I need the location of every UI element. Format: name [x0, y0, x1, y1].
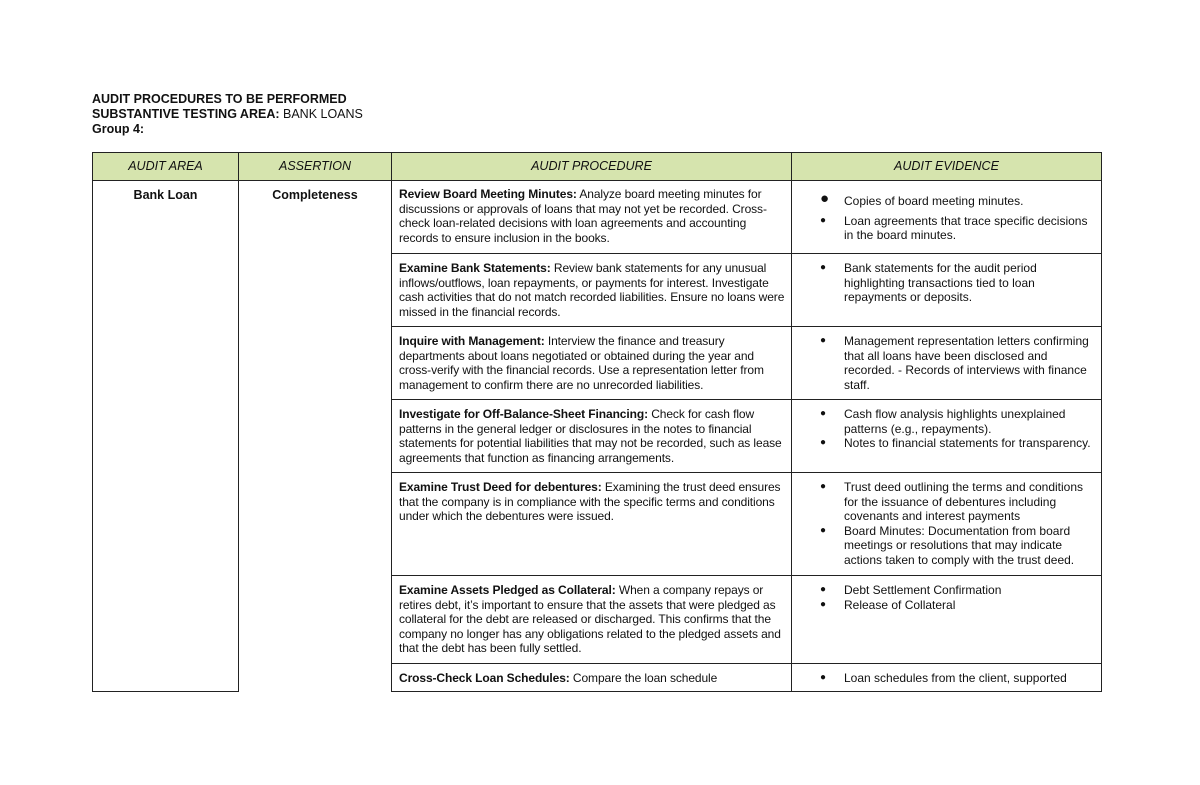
evidence-item: ● Release of Collateral	[820, 597, 956, 612]
procedure-cell	[399, 480, 787, 524]
row-divider	[391, 575, 1102, 576]
evidence-list	[820, 583, 1096, 612]
bullet-icon: ●	[820, 408, 827, 419]
procedure-title: Examine Bank Statements:	[399, 261, 551, 275]
evidence-list	[820, 480, 1096, 568]
bullet-icon: ●	[820, 672, 827, 683]
procedure-cell	[399, 671, 787, 686]
header-assertion: ASSERTION	[278, 159, 351, 173]
procedure-text: Analyze board meeting minutes for discussions or approvals of loans that may not yet be recorded. Cross-check loan-related decisions with loan agreements and accounting records to ensure inclusion in the books.	[399, 187, 767, 245]
evidence-list	[820, 407, 1096, 451]
procedure-cell	[399, 407, 787, 465]
evidence-item: ● Debt Settlement Confirmation	[820, 583, 1002, 597]
evidence-list	[820, 334, 1096, 392]
bullet-icon: ●	[820, 190, 830, 207]
col-line	[1101, 152, 1102, 692]
assertion-cell: Completeness	[272, 188, 358, 202]
col-line	[92, 152, 93, 692]
procedure-text: Interview the finance and treasury departments about loans negotiated or obtained during the year and cross-verify with the financial records. Use a representation letter from management to confirm there are no unrecorded liabilities.	[399, 334, 764, 392]
bullet-icon: ●	[820, 481, 827, 492]
group-label: Group 4:	[92, 122, 145, 136]
procedure-text: Compare the loan schedule	[572, 671, 718, 685]
testing-area-label: SUBSTANTIVE TESTING AREA:	[92, 107, 280, 121]
bullet-icon: ●	[820, 214, 827, 226]
doc-title: AUDIT PROCEDURES TO BE PERFORMED	[92, 92, 347, 106]
procedure-title: Review Board Meeting Minutes:	[399, 187, 577, 201]
procedure-cell	[399, 187, 787, 245]
bullet-icon: ●	[820, 598, 827, 610]
row-divider	[391, 399, 1102, 400]
evidence-list	[820, 190, 1096, 243]
row-divider	[391, 472, 1102, 473]
procedure-text: Check for cash flow patterns in the general ledger or disclosures in the notes to financial statements for potential liabilities that may not be recorded, such as lease agreements that function as financing arrangements.	[399, 407, 782, 465]
bullet-icon: ●	[820, 437, 827, 449]
row-divider	[391, 663, 1102, 664]
procedure-cell	[399, 583, 787, 656]
bullet-icon: ●	[820, 335, 827, 346]
evidence-item: ● Loan agreements that trace specific decisions in the board minutes.	[820, 213, 1088, 243]
procedure-title: Examine Trust Deed for debentures:	[399, 480, 602, 494]
evidence-item: ● Trust deed outlining the terms and conditions for the issuance of debentures including covenants and interest payments	[820, 480, 1084, 524]
header-audit-area: AUDIT AREA	[128, 159, 203, 173]
procedure-text: Examining the trust deed ensures that the company is in compliance with the specific terms and conditions under which the debentures were issued.	[399, 480, 781, 524]
procedure-title: Inquire with Management:	[399, 334, 545, 348]
procedure-title: Cross-Check Loan Schedules:	[399, 671, 570, 685]
col-line	[238, 152, 239, 692]
bullet-icon: ●	[820, 524, 827, 536]
evidence-item: ● Notes to financial statements for transparency.	[820, 436, 1091, 451]
bullet-icon: ●	[820, 262, 827, 273]
header-audit-procedure: AUDIT PROCEDURE	[531, 159, 652, 173]
area-col-bottom	[92, 691, 239, 692]
col-line	[391, 152, 392, 692]
procedure-cell	[399, 261, 787, 319]
bullet-icon: ●	[820, 584, 827, 595]
evidence-item: ● Board Minutes: Documentation from board meetings or resolutions that may indicate actions taken to comply with the trust deed.	[820, 523, 1075, 567]
evidence-item: ● Management representation letters confirming that all loans have been disclosed and recorded. - Records of interviews with finance staff.	[820, 334, 1089, 392]
procedure-text: When a company repays or retires debt, it’s important to ensure that the assets that were pledged as collateral for the debt are released or discharged. This confirms that the company no longer has any obligations related to the pledged assets and that the debt has been fully settled.	[399, 583, 781, 656]
header-audit-evidence: AUDIT EVIDENCE	[894, 159, 999, 173]
testing-area-value: BANK LOANS	[283, 107, 363, 121]
evidence-item: ● Copies of board meeting minutes.	[820, 190, 1024, 208]
procedure-title: Examine Assets Pledged as Collateral:	[399, 583, 616, 597]
evidence-list	[820, 671, 1096, 686]
evidence-list	[820, 261, 1096, 305]
evidence-item: ● Bank statements for the audit period highlighting transactions tied to loan repayments or deposits.	[820, 261, 1037, 305]
procedure-text: Review bank statements for any unusual inflows/outflows, loan repayments, or payments for interest. Investigate cash activities that do not match recorded liabilities. Ensure no loans were missed in the financial records.	[399, 261, 785, 319]
evidence-item: ● Loan schedules from the client, supported	[820, 671, 1067, 685]
col-line	[791, 152, 792, 692]
evidence-item: ● Cash flow analysis highlights unexplained patterns (e.g., repayments).	[820, 407, 1066, 436]
audit-area-cell: Bank Loan	[133, 188, 198, 202]
proc-col-bottom	[391, 691, 1102, 692]
header-divider	[92, 180, 1102, 181]
row-divider	[391, 253, 1102, 254]
procedure-cell	[399, 334, 787, 392]
row-divider	[391, 326, 1102, 327]
procedure-title: Investigate for Off-Balance-Sheet Financing:	[399, 407, 648, 421]
